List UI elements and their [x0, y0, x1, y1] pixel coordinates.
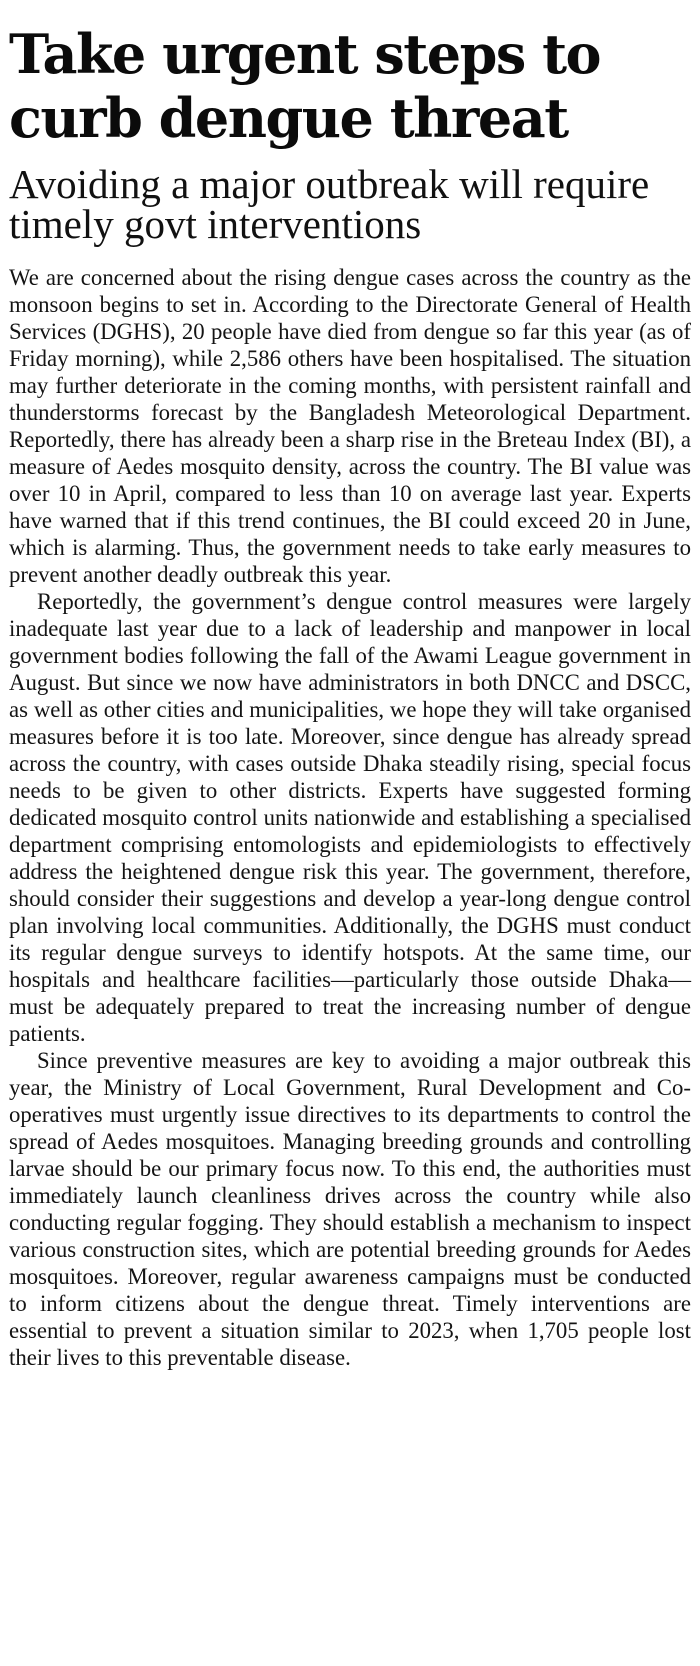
headline: Take urgent steps to curb dengue threat [9, 22, 601, 150]
paragraph-2: Reportedly, the government’s dengue control measures were largely inadequate last year due to a lack of leadership and manpower in local government bodies following the fall of the Awami League government in August. But since we now have administrators in both DNCC and DSCC, as well as other cities and municipalities, we hope they will take organised measures before it is too late. Moreover, since dengue has already spread across the country, with cases outside Dhaka steadily rising, special focus needs to be given to other districts. Experts have suggested forming dedicated mosquito control units nationwide and establishing a specialised department comprising entomologists and epidemiologists to effectively address the heightened dengue risk this year. The government, therefore, should consider their suggestions and develop a year-long dengue control plan involving local communities. Additionally, the DGHS must conduct its regular dengue surveys to identify hotspots. At the same time, our hospitals and healthcare facilities—particularly those outside Dhaka—must be adequately prepared to treat the increasing number of dengue patients. [9, 589, 691, 1046]
paragraph-3: Since preventive measures are key to avoiding a major outbreak this year, the Ministry of Local Government, Rural Development and Co-operatives must urgently issue directives to its departments to control the spread of Aedes mosquitoes. Managing breeding grounds and controlling larvae should be our primary focus now. To this end, the authorities must immediately launch cleanliness drives across the country while also conducting regular fogging. They should establish a mechanism to inspect various construction sites, which are potential breeding grounds for Aedes mosquitoes. Moreover, regular awareness campaigns must be conducted to inform citizens about the dengue threat. Timely interventions are essential to prevent a situation similar to 2023, when 1,705 people lost their lives to this preventable disease. [9, 1048, 691, 1370]
article-body [9, 264, 691, 1371]
subheadline: Avoiding a major outbreak will require timely govt interventions [9, 161, 650, 247]
paragraph-1: We are concerned about the rising dengue cases across the country as the monsoon begins to set in. According to the Directorate General of Health Services (DGHS), 20 people have died from dengue so far this year (as of Friday morning), while 2,586 others have been hospitalised. The situation may further deteriorate in the coming months, with persistent rainfall and thunderstorms forecast by the Bangladesh Meteorological Department. Reportedly, there has already been a sharp rise in the Breteau Index (BI), a measure of Aedes mosquito density, across the country. The BI value was over 10 in April, compared to less than 10 on average last year. Experts have warned that if this trend continues, the BI could exceed 20 in June, which is alarming. Thus, the government needs to take early measures to prevent another deadly outbreak this year. [9, 265, 691, 587]
